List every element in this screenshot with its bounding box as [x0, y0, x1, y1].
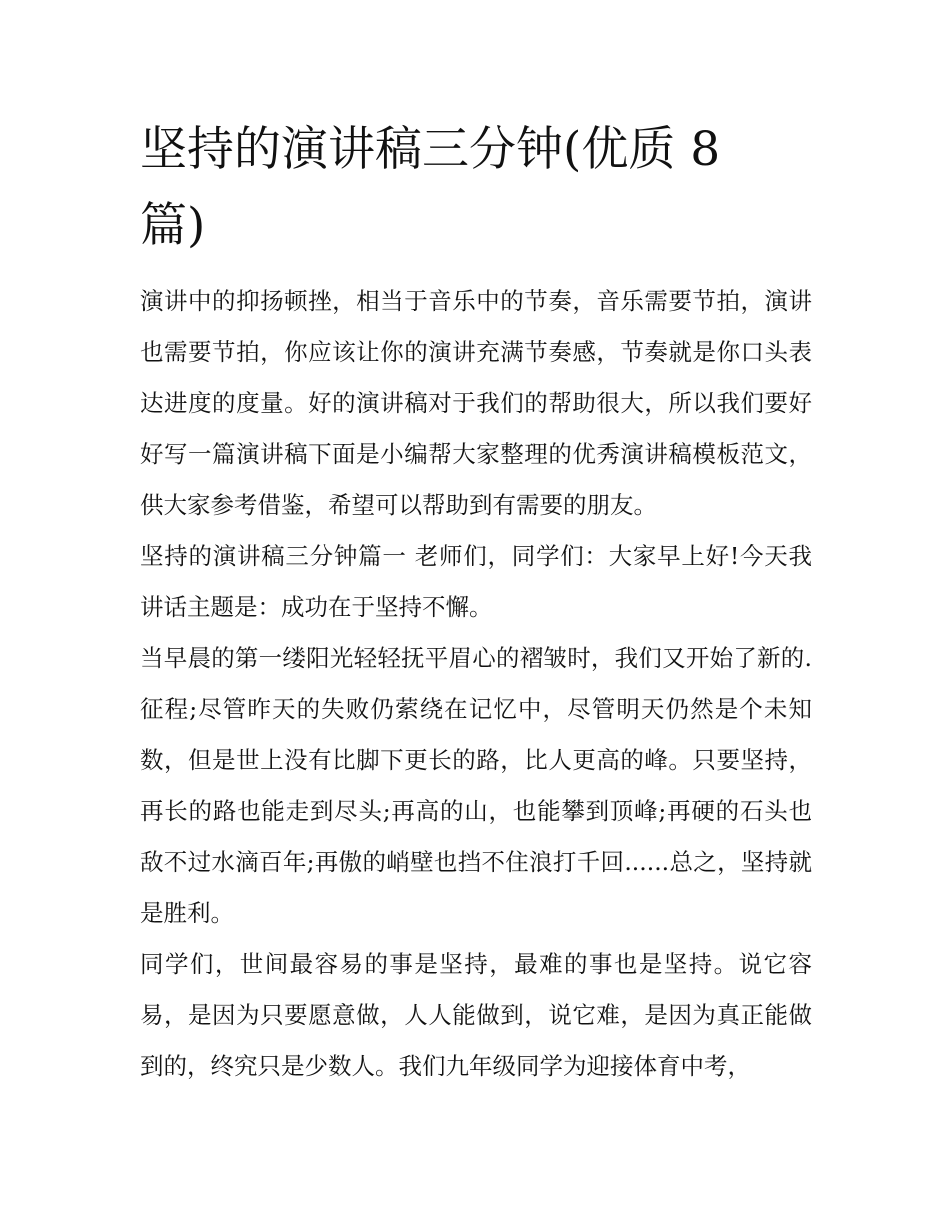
paragraph-persistence: 当早晨的第一缕阳光轻轻抚平眉心的褶皱时，我们又开始了新的.征程;尽管昨天的失败仍萦绕在记忆中，尽管明天仍然是个未知数，但是世上没有比脚下更长的路，比人更高的峰。只要坚持，再长的路也能走到尽头;再高的山，也能攀到顶峰;再硬的石头也敌不过水滴百年;再傲的峭壁也挡不住浪打千回......总之，坚持就是胜利。 — [140, 644, 812, 927]
document-body — [140, 276, 812, 1092]
paragraph-greeting: 坚持的演讲稿三分钟篇一 老师们，同学们：大家早上好!今天我讲话主题是：成功在于坚持不懈。 — [140, 542, 812, 621]
paragraph-classmates: 同学们，世间最容易的事是坚持，最难的事也是坚持。说它容易，是因为只要愿意做，人人能做到，说它难，是因为真正能做到的，终究只是少数人。我们九年级同学为迎接体育中考， — [140, 950, 812, 1080]
document-title: 坚持的演讲稿三分钟(优质 8 篇) — [140, 122, 721, 253]
paragraph-intro: 演讲中的抑扬顿挫，相当于音乐中的节奏，音乐需要节拍，演讲也需要节拍，你应该让你的演讲充满节奏感，节奏就是你口头表达进度的度量。好的演讲稿对于我们的帮助很大，所以我们要好好写一篇演讲稿下面是小编帮大家整理的优秀演讲稿模板范文，供大家参考借鉴，希望可以帮助到有需要的朋友。 — [140, 287, 812, 519]
